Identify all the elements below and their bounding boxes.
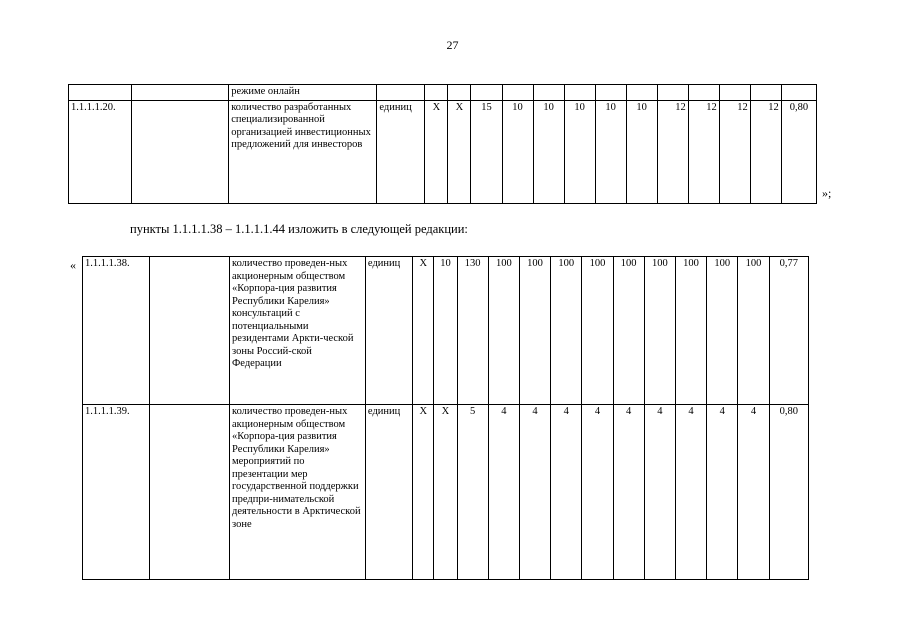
value-cell: 4 [613, 405, 644, 580]
table-cell [533, 85, 564, 101]
value-cell: 10 [595, 100, 626, 203]
page-number: 27 [446, 38, 459, 52]
table-cell [657, 85, 688, 101]
indicator-code-cell: 1.1.1.1.39. [83, 405, 150, 580]
indicators-table-bottom [82, 256, 809, 580]
value-cell: 100 [738, 257, 769, 405]
table-cell [150, 257, 230, 405]
value-cell: 100 [707, 257, 738, 405]
closing-quote: »; [822, 186, 832, 200]
value-cell: 0,77 [769, 257, 808, 405]
value-cell: 4 [675, 405, 706, 580]
table-cell [132, 100, 229, 203]
value-cell: Х [448, 100, 471, 203]
value-cell: 100 [644, 257, 675, 405]
value-cell: 4 [488, 405, 519, 580]
table-cell [719, 85, 750, 101]
value-cell: 4 [644, 405, 675, 580]
table-cell [595, 85, 626, 101]
value-cell: 15 [471, 100, 502, 203]
table-cell [132, 85, 229, 101]
table-cell [69, 85, 132, 101]
indicator-code-cell: 1.1.1.1.38. [83, 257, 150, 405]
table-cell [750, 85, 781, 101]
value-cell: 12 [657, 100, 688, 203]
value-cell: Х [413, 405, 434, 580]
value-cell: 10 [626, 100, 657, 203]
value-cell: 4 [582, 405, 613, 580]
table-cell [688, 85, 719, 101]
value-cell: 12 [750, 100, 781, 203]
table-cell [448, 85, 471, 101]
table-cell [377, 85, 425, 101]
table-cell [564, 85, 595, 101]
value-cell: 100 [551, 257, 582, 405]
unit-cell: единиц [365, 257, 412, 405]
amendment-paragraph: пункты 1.1.1.1.38 – 1.1.1.1.44 изложить в следующей редакции: [130, 222, 468, 236]
value-cell: 0,80 [781, 100, 816, 203]
indicator-name-cell: количество проведен-ных акционерным обществом «Корпора-ция развития Республики Карелия» мероприятий по презентации мер государственной поддержки предпри-нимательской деятельности в Арктической зоне [230, 405, 366, 580]
unit-cell: единиц [365, 405, 412, 580]
value-cell: 100 [675, 257, 706, 405]
indicator-name-cell: режиме онлайн [229, 85, 377, 101]
value-cell: 10 [434, 257, 457, 405]
value-cell: 100 [613, 257, 644, 405]
value-cell: 12 [719, 100, 750, 203]
table-cell [425, 85, 448, 101]
value-cell: 10 [502, 100, 533, 203]
value-cell: 4 [551, 405, 582, 580]
opening-quote: « [70, 258, 76, 272]
value-cell: 100 [582, 257, 613, 405]
table-cell [626, 85, 657, 101]
value-cell: 10 [564, 100, 595, 203]
unit-cell: единиц [377, 100, 425, 203]
value-cell: Х [425, 100, 448, 203]
value-cell: 10 [533, 100, 564, 203]
value-cell: 130 [457, 257, 488, 405]
table-row [69, 85, 817, 101]
value-cell: 12 [688, 100, 719, 203]
value-cell: Х [413, 257, 434, 405]
indicator-code-cell: 1.1.1.1.20. [69, 100, 132, 203]
value-cell: 100 [519, 257, 550, 405]
value-cell: 5 [457, 405, 488, 580]
value-cell: 4 [707, 405, 738, 580]
value-cell: 0,80 [769, 405, 808, 580]
table-cell [471, 85, 502, 101]
table-cell [150, 405, 230, 580]
value-cell: 4 [738, 405, 769, 580]
table-row [83, 405, 809, 580]
indicator-name-cell: количество разработанных специализированной организацией инвестиционных предложений для инвесторов [229, 100, 377, 203]
table-row [83, 257, 809, 405]
value-cell: 4 [519, 405, 550, 580]
value-cell: Х [434, 405, 457, 580]
value-cell: 100 [488, 257, 519, 405]
indicator-name-cell: количество проведен-ных акционерным обществом «Корпора-ция развития Республики Карелия» консультаций с потенциальными резидентами Аркти-ческой зоны Россий-ской Федерации [230, 257, 366, 405]
table-cell [502, 85, 533, 101]
table-row [69, 100, 817, 203]
indicators-table-top [68, 84, 817, 204]
table-cell [781, 85, 816, 101]
